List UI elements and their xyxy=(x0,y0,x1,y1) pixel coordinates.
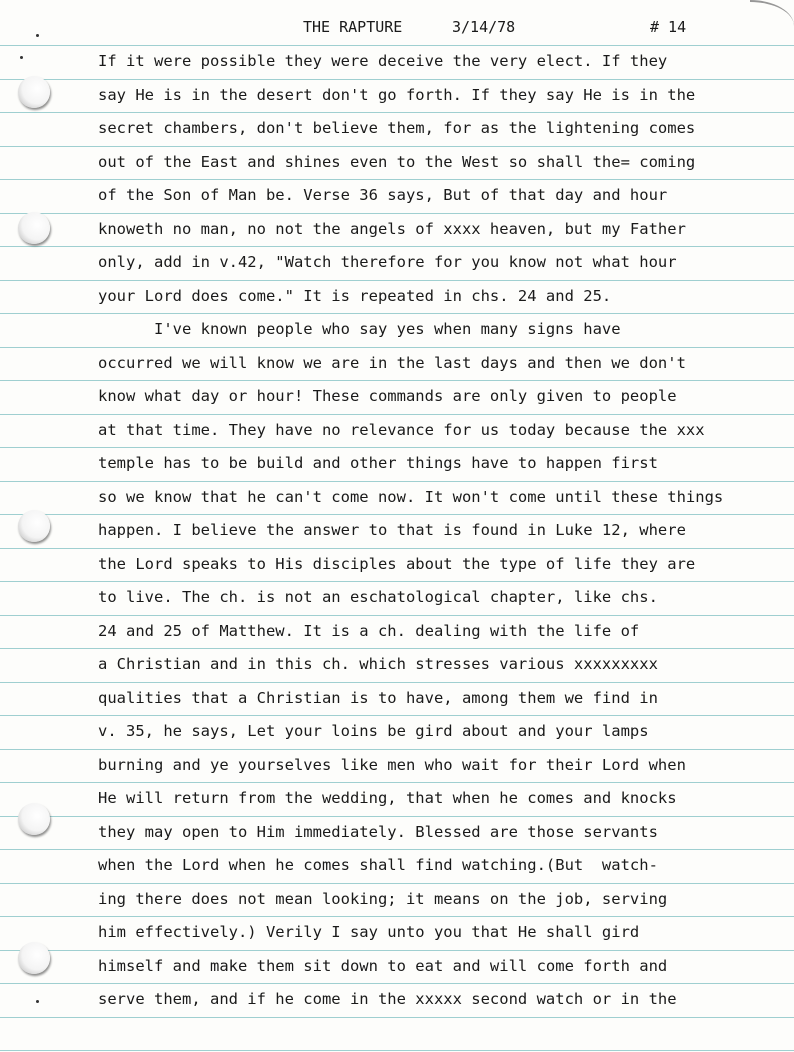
text-line-content: to live. The ch. is not an eschatological chapter, like chs. xyxy=(98,588,658,606)
ruled-line xyxy=(0,849,794,850)
text-line-content: knoweth no man, no not the angels of xxxx heaven, but my Father xyxy=(98,219,686,238)
text-line-content: so we know that he can't come now. It won't come until these things xyxy=(98,487,724,506)
text-line-content: occurred we will know we are in the last days and then we don't xyxy=(98,353,686,372)
ruled-line xyxy=(0,112,794,113)
ruled-line xyxy=(0,514,794,515)
text-line-content: If it were possible they were deceive the very elect. If they xyxy=(98,52,668,70)
ruled-line xyxy=(0,213,794,214)
speck xyxy=(36,34,39,37)
ruled-line xyxy=(0,883,794,884)
text-line-content: the Lord speaks to His disciples about the type of life they are xyxy=(98,554,696,573)
document-date: 3/14/78 xyxy=(452,18,516,36)
text-line-content: himself and make them sit down to eat and will come forth and xyxy=(98,956,668,975)
text-line-content: v. 35, he says, Let your loins be gird about and your lamps xyxy=(98,722,649,740)
text-line-content: a Christian and in this ch. which stresses various xxxxxxxxx xyxy=(98,655,658,673)
ruled-line xyxy=(0,414,794,415)
text-line-content: know what day or hour! These commands are only given to people xyxy=(98,387,677,405)
text-line-content: ing there does not mean looking; it means on the job, serving xyxy=(98,889,668,908)
ruled-line xyxy=(0,648,794,649)
ruled-line xyxy=(0,950,794,951)
ruled-line xyxy=(0,246,794,247)
ruled-line xyxy=(0,916,794,917)
ruled-line xyxy=(0,816,794,817)
document-title: THE RAPTURE xyxy=(303,18,403,36)
punch-hole xyxy=(18,510,50,542)
ruled-line xyxy=(0,548,794,549)
text-line-content: at that time. They have no relevance for us today because the xxx xyxy=(98,420,705,439)
ruled-line xyxy=(0,1050,794,1051)
text-line-content: serve them, and if he come in the xxxxx second watch or in the xyxy=(98,990,677,1008)
ruled-line xyxy=(0,280,794,281)
text-line-content: your Lord does come." It is repeated in chs. 24 and 25. xyxy=(98,286,612,305)
ruled-line xyxy=(0,179,794,180)
ruled-line xyxy=(0,447,794,448)
speck xyxy=(36,1000,39,1003)
ruled-line xyxy=(0,481,794,482)
text-line-content: of the Son of Man be. Verse 36 says, But of that day and hour xyxy=(98,186,668,204)
text-line-content: I've known people who say yes when many signs have xyxy=(98,320,621,338)
ruled-line xyxy=(0,1017,794,1018)
punch-hole xyxy=(18,76,50,108)
punch-hole xyxy=(18,803,50,835)
ruled-line xyxy=(0,615,794,616)
page-header xyxy=(0,18,794,38)
ruled-line xyxy=(0,749,794,750)
text-line-content: when the Lord when he comes shall find watching.(But watch- xyxy=(98,856,658,874)
text-line-content: say He is in the desert don't go forth. If they say He is in the xyxy=(98,85,696,104)
text-line-content: they may open to Him immediately. Blessed are those servants xyxy=(98,822,658,841)
text-line-content: out of the East and shines even to the West so shall the= coming xyxy=(98,152,696,171)
ruled-line xyxy=(0,380,794,381)
speck xyxy=(20,56,23,59)
punch-hole xyxy=(18,212,50,244)
ruled-line xyxy=(0,45,794,46)
text-line-content: happen. I believe the answer to that is found in Luke 12, where xyxy=(98,521,686,539)
ruled-line xyxy=(0,146,794,147)
text-line-content: temple has to be build and other things have to happen first xyxy=(98,454,658,472)
ruled-line xyxy=(0,983,794,984)
text-line-content: He will return from the wedding, that when he comes and knocks xyxy=(98,789,677,807)
text-line-content: qualities that a Christian is to have, among them we find in xyxy=(98,688,658,707)
text-line-content: only, add in v.42, "Watch therefore for you know not what hour xyxy=(98,253,677,271)
ruled-line xyxy=(0,79,794,80)
text-line-content: secret chambers, don't believe them, for as the lightening comes xyxy=(98,119,696,137)
text-line-content: burning and ye yourselves like men who wait for their Lord when xyxy=(98,755,686,774)
ruled-line xyxy=(0,715,794,716)
ruled-line xyxy=(0,313,794,314)
ruled-line xyxy=(0,581,794,582)
punch-hole xyxy=(18,942,50,974)
ruled-line xyxy=(0,347,794,348)
ruled-line xyxy=(0,782,794,783)
text-line-content: 24 and 25 of Matthew. It is a ch. dealing with the life of xyxy=(98,621,640,640)
text-line-content: him effectively.) Verily I say unto you that He shall gird xyxy=(98,923,640,941)
ruled-line xyxy=(0,682,794,683)
page-number: # 14 xyxy=(650,18,687,36)
